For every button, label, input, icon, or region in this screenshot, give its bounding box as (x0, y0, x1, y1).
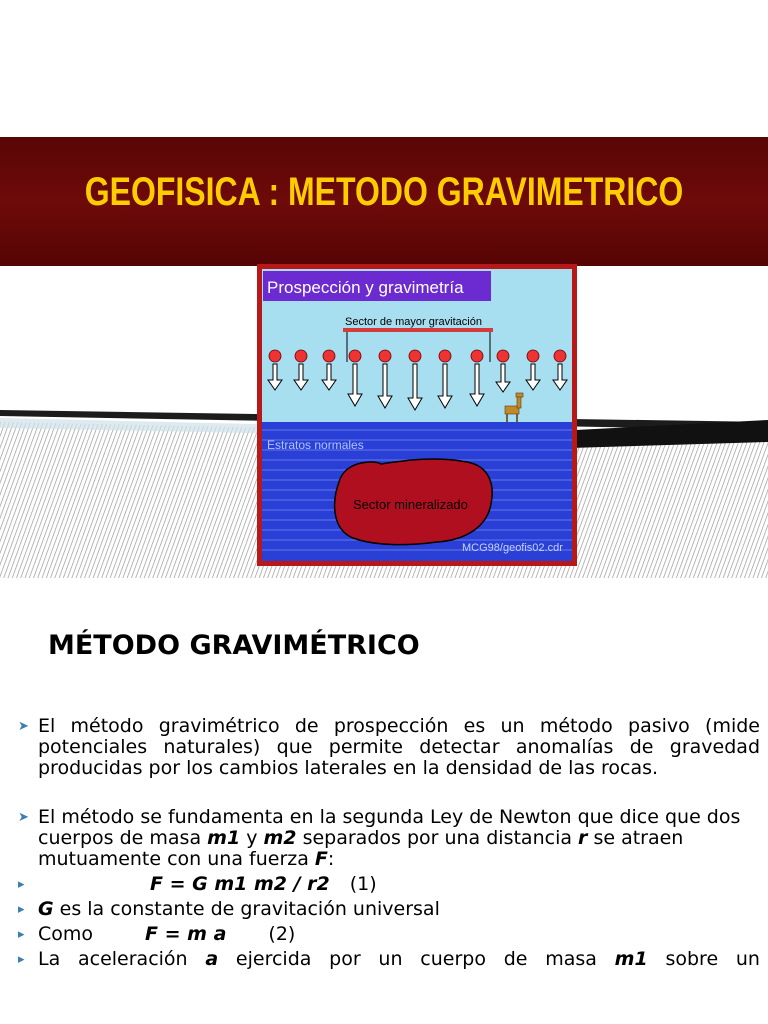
section-title: MÉTODO GRAVIMÉTRICO (48, 630, 420, 661)
arrow-bullet-icon: ➤ (18, 719, 29, 734)
triangle-bullet-icon: ▸ (18, 927, 25, 942)
list-item: ▸ G es la constante de gravitación universal (18, 898, 440, 920)
triangle-bullet-icon: ▸ (18, 952, 25, 967)
ore-label: Sector mineralizado (353, 497, 468, 512)
list-item: ▸ La aceleración a ejercida por un cuerpo de masa m1 sobre un (18, 948, 760, 970)
figure-credit: MCG98/geofis02.cdr (462, 542, 563, 554)
formula-2: F = m a (145, 923, 227, 945)
list-item: ➤ El método se fundamenta en la segunda Ley de Newton que dice que dos cuerpos de masa m1 y m2 separados por una distancia r se atraen mutuamente con una fuerza F: (18, 806, 741, 870)
formula-item: ▸ F = G m1 m2 / r2 (1) (18, 873, 377, 895)
strata-label: Estratos normales (267, 438, 364, 452)
formula-item: ▸ Como F = m a (2) (18, 923, 296, 945)
slide-title: GEOFISICA : METODO GRAVIMETRICO (84, 170, 684, 214)
sector-label: Sector de mayor gravitación (345, 316, 482, 328)
bullet-list (18, 716, 760, 970)
gravimetry-illustration (257, 264, 577, 566)
triangle-bullet-icon: ▸ (18, 877, 25, 892)
list-item: ➤ El método gravimétrico de prospección es un método pasivo (mide potenciales naturales) que permite detectar anomalías de gravedad producidas por los cambios laterales en la densidad de las rocas. (18, 715, 760, 779)
triangle-bullet-icon: ▸ (18, 902, 25, 917)
formula-1: F = G m1 m2 / r2 (150, 873, 330, 895)
arrow-bullet-icon: ➤ (18, 810, 29, 825)
figure-header: Prospección y gravimetría (267, 278, 464, 297)
